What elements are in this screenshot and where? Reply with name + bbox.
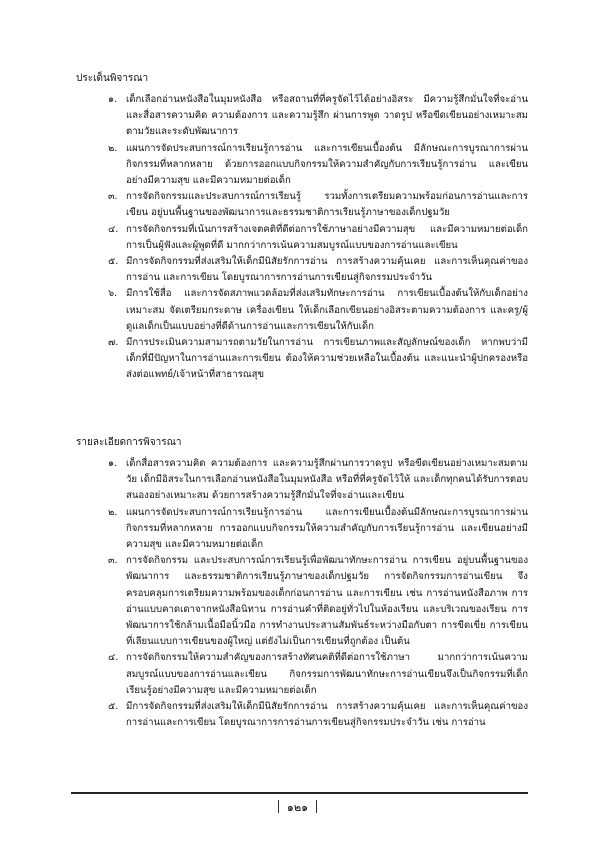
- consideration-item: [76, 335, 528, 384]
- consideration-item: [76, 189, 528, 221]
- item-number: ๑.: [108, 458, 118, 469]
- item-text: มีการประเมินความสามารถตามวัยในการอ่าน การเขียนภาพและสัญลักษณ์ของเด็ก หากพบว่ามีเด็กที่มีปัญหาในการอ่านและการเขียน ต้องให้ความช่วยเหลือในเบื้องต้น และแนะนำผู้ปกครองหรือส่งต่อแพทย์/เจ้าหน้าที่สาธารณสุข: [126, 337, 528, 381]
- item-text: มีการจัดกิจกรรมที่ส่งเสริมให้เด็กมีนิสัยรักการอ่าน การสร้างความคุ้นเคย และการเห็นคุณค่าของการอ่าน และการเขียน โดยบูรณาการการอ่านการเขียนสู่กิจกรรมประจำวัน: [126, 256, 528, 284]
- section-title-considerations: ประเด็นพิจารณา: [76, 73, 149, 84]
- page-number-footer: [0, 800, 595, 816]
- item-number: ๕.: [108, 701, 119, 713]
- consideration-item: [76, 254, 528, 286]
- item-text: แผนการจัดประสบการณ์การเรียนรู้การอ่าน และการเขียนเบื้องต้นมีลักษณะการบูรณาการผ่านกิจกรรมที่หลากหลาย การออกแบบกิจกรรมให้ความสำคัญกับการเรียนรู้การอ่าน และเขียนอย่างมีความสุข และมีความหมายต่อเด็ก: [126, 506, 528, 551]
- item-text: การจัดกิจกรรมให้ความสำคัญของการสร้างทัศนคติที่ดีต่อการใช้ภาษา มากกว่าการเน้นความสมบูรณ์แบบของการอ่านและเขียน กิจกรรมการพัฒนาทักษะการอ่านเขียนจึงเป็นกิจกรรมที่เด็กเรียนรู้อย่างมีความสุข และมีความหมายต่อเด็ก: [126, 652, 528, 696]
- item-text: การจัดกิจกรรมและประสบการณ์การเรียนรู้ รวมทั้งการเตรียมความพร้อมก่อนการอ่านและการเขียน อยู่บนพื้นฐานของพัฒนาการและธรรมชาติการเรียนรู้ภาษาของเด็กปฐมวัย: [126, 191, 528, 219]
- item-text: การจัดกิจกรรมที่เน้นการสร้างเจตคติที่ดีต่อการใช้ภาษาอย่างมีความสุข และมีความหมายต่อเด็ก การเป็นผู้ฟังและผู้พูดที่ดี มากกว่าการเน้นความสมบูรณ์แบบของการอ่านและเขียน: [126, 223, 528, 251]
- footer-rule: [71, 792, 528, 794]
- item-number: ๔.: [108, 652, 119, 664]
- detail-item: [76, 553, 528, 650]
- item-text: เด็กสื่อสารความคิด ความต้องการ และความรู้สึกผ่านการวาดรูป หรือขีดเขียนอย่างเหมาะสมตามวัย เด็กมีอิสระในการเลือกอ่านหนังสือในมุมหนังสือ หรือที่ที่ครูจัดไว้ให้ และเด็กทุกคนได้รับการตอบสนองอย่างเหมาะสม ด้วยการสร้างความรู้สึกมั่นใจที่จะอ่านและเขียน: [126, 458, 528, 502]
- page-number: ๑๒๑: [286, 801, 309, 814]
- item-number: ๓.: [108, 191, 118, 203]
- detail-item: [76, 505, 528, 554]
- considerations-list: [76, 92, 528, 384]
- consideration-item: [76, 286, 528, 335]
- detail-item: [76, 650, 528, 699]
- item-number: ๑.: [108, 94, 118, 105]
- section-title-details: รายละเอียดการพิจารณา: [76, 437, 182, 448]
- consideration-item: [76, 141, 528, 190]
- item-text: แผนการจัดประสบการณ์การเรียนรู้การอ่าน และการเขียนเบื้องต้น มีลักษณะการบูรณาการผ่านกิจกรรมที่หลากหลาย ด้วยการออกแบบกิจกรรมให้ความสำคัญกับการเรียนรู้การอ่าน และเขียนอย่างมีความสุข และมีความหมายต่อเด็ก: [126, 142, 528, 187]
- consideration-item: [76, 92, 528, 141]
- item-number: ๕.: [108, 256, 119, 268]
- details-list: [76, 456, 528, 731]
- page-bar-right: [316, 800, 317, 813]
- item-text: การจัดกิจกรรม และประสบการณ์การเรียนรู้เพื่อพัฒนาทักษะการอ่าน การเขียน อยู่บนพื้นฐานของพัฒนาการ และธรรมชาติการเรียนรู้ภาษาของเด็กปฐมวัย การจัดกิจกรรมการอ่านเขียน จึงครอบคลุมการเตรียมความพร้อมของเด็กก่อนการอ่าน และการเขียน เช่น การอ่านหนังสือภาพ การอ่านแบบคาดเดาจากหนังสือนิทาน การอ่านคำที่ติดอยู่ทั่วไปในห้องเรียน และบริเวณของเรียน การพัฒนาการใช้กล้ามเนื้อมือนิ้วมือ การทำงานประสานสัมพันธ์ระหว่างมือกับตา การขีดเขี่ย การเขียนที่เลียนแบบการเขียนของผู้ใหญ่ แต่ยังไม่เป็นการเขียนที่ถูกต้อง เป็นต้น: [126, 555, 528, 648]
- item-number: ๖.: [108, 288, 118, 300]
- item-text: มีการจัดกิจกรรมที่ส่งเสริมให้เด็กมีนิสัยรักการอ่าน การสร้างความคุ้นเคย และการเห็นคุณค่าของการอ่านและการเขียน โดยบูรณาการการอ่านการเขียนสู่กิจกรรมประจำวัน เช่น การอ่าน: [126, 701, 528, 729]
- item-number: ๒.: [108, 142, 118, 154]
- item-number: ๔.: [108, 223, 119, 235]
- item-number: ๓.: [108, 555, 118, 567]
- page-bar-left: [278, 800, 279, 813]
- detail-item: [76, 456, 528, 505]
- item-number: ๒.: [108, 506, 118, 518]
- detail-item: [76, 699, 528, 731]
- consideration-item: [76, 222, 528, 254]
- item-text: เด็กเลือกอ่านหนังสือในมุมหนังสือ หรือสถานที่ที่ครูจัดไว้ได้อย่างอิสระ มีความรู้สึกมั่นใจที่จะอ่านและสื่อสารความคิด ความต้องการ และความรู้สึก ผ่านการพูด วาดรูป หรือขีดเขียนอย่างเหมาะสมตามวัยและระดับพัฒนาการ: [126, 94, 528, 138]
- item-text: มีการใช้สื่อ และการจัดสภาพแวดล้อมที่ส่งเสริมทักษะการอ่าน การเขียนเบื้องต้นให้กับเด็กอย่างเหมาะสม จัดเตรียมกระดาษ เครื่องเขียน ให้เด็กเลือกเขียนอย่างอิสระตามความต้องการ และครู/ผู้ดูแลเด็กเป็นแบบอย่างที่ดีด้านการอ่านและการเขียนให้กับเด็ก: [126, 288, 528, 332]
- item-number: ๗.: [108, 337, 119, 349]
